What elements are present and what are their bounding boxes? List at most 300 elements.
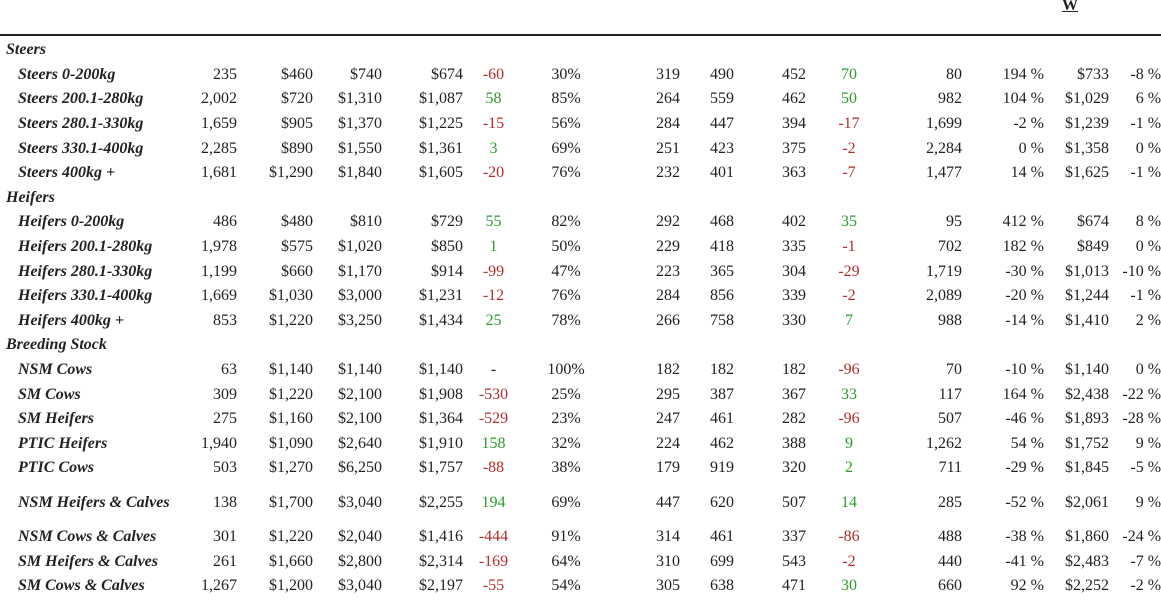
cents-min-cell: 229 <box>656 238 680 256</box>
prev-head-cell: 982 <box>938 90 962 108</box>
cents-change-cell: 2 <box>845 459 853 477</box>
row-label: Heifers 200.1-280kg <box>18 238 153 256</box>
cents-max-cell: 461 <box>710 410 734 428</box>
cents-min-cell: 295 <box>656 385 680 403</box>
percent-cell: 50% <box>551 238 581 256</box>
cents-change-cell: -29 <box>838 262 860 280</box>
row-label: Steers 280.1-330kg <box>18 115 144 133</box>
section-header-row <box>0 186 1161 211</box>
cents-min-cell: 310 <box>656 552 680 570</box>
avg-change-cell: -10 % <box>1122 262 1161 280</box>
price-change-cell: -60 <box>482 65 505 83</box>
percent-cell: 25% <box>551 385 581 403</box>
head-count-cell: 138 <box>213 493 237 511</box>
cents-max-cell: 418 <box>710 238 734 256</box>
cents-min-cell: 284 <box>656 287 680 305</box>
price-avg-cell: $1,908 <box>419 385 463 403</box>
price-min-cell: $1,270 <box>269 459 313 477</box>
cents-max-cell: 699 <box>710 552 734 570</box>
table-row <box>0 63 1161 88</box>
table-body <box>0 38 1161 598</box>
table-row <box>0 549 1161 574</box>
prev-avg-cell: $2,061 <box>1065 493 1109 511</box>
price-max-cell: $1,140 <box>338 361 382 379</box>
head-count-cell: 503 <box>213 459 237 477</box>
section-header-row <box>0 333 1161 358</box>
price-avg-cell: $850 <box>431 238 463 256</box>
price-min-cell: $1,220 <box>269 527 313 545</box>
prev-avg-cell: $1,752 <box>1065 434 1109 452</box>
head-change-cell: 104 % <box>1002 90 1044 108</box>
percent-cell: 64% <box>551 552 581 570</box>
avg-change-cell: 8 % <box>1135 213 1161 231</box>
price-avg-cell: $1,361 <box>419 139 463 157</box>
table-row <box>0 136 1161 161</box>
price-min-cell: $1,200 <box>269 577 313 595</box>
price-avg-cell: $1,225 <box>419 115 463 133</box>
price-min-cell: $1,220 <box>269 311 313 329</box>
prev-avg-cell: $1,845 <box>1065 459 1109 477</box>
price-max-cell: $1,550 <box>338 139 382 157</box>
price-min-cell: $575 <box>281 238 313 256</box>
price-avg-cell: $674 <box>431 65 463 83</box>
table-row <box>0 259 1161 284</box>
prev-head-cell: 95 <box>946 213 962 231</box>
prev-avg-cell: $1,029 <box>1065 90 1109 108</box>
cents-change-cell: -2 <box>842 287 856 305</box>
head-change-cell: 0 % <box>1018 139 1044 157</box>
cents-change-cell: 14 <box>841 493 857 511</box>
price-avg-cell: $1,910 <box>419 434 463 452</box>
cents-max-cell: 401 <box>710 164 734 182</box>
price-min-cell: $1,090 <box>269 434 313 452</box>
cents-min-cell: 314 <box>656 527 680 545</box>
prev-head-cell: 440 <box>938 552 962 570</box>
price-avg-cell: $1,087 <box>419 90 463 108</box>
cents-avg-cell: 507 <box>782 493 806 511</box>
percent-cell: 82% <box>551 213 581 231</box>
cents-avg-cell: 462 <box>782 90 806 108</box>
price-avg-cell: $1,416 <box>419 527 463 545</box>
price-avg-cell: $729 <box>431 213 463 231</box>
cents-max-cell: 423 <box>710 139 734 157</box>
percent-cell: 69% <box>551 493 581 511</box>
price-change-cell: -20 <box>482 164 505 182</box>
price-avg-cell: $1,434 <box>419 311 463 329</box>
avg-change-cell: -5 % <box>1130 459 1161 477</box>
percent-cell: 78% <box>551 311 581 329</box>
head-change-cell: -14 % <box>1005 311 1044 329</box>
table-row <box>0 161 1161 186</box>
cents-avg-cell: 543 <box>782 552 806 570</box>
price-min-cell: $905 <box>281 115 313 133</box>
cents-max-cell: 638 <box>710 577 734 595</box>
price-min-cell: $890 <box>281 139 313 157</box>
percent-cell: 56% <box>551 115 581 133</box>
prev-head-cell: 702 <box>938 238 962 256</box>
cents-min-cell: 284 <box>656 115 680 133</box>
cents-min-cell: 251 <box>656 139 680 157</box>
head-count-cell: 309 <box>213 385 237 403</box>
cents-max-cell: 490 <box>710 65 734 83</box>
prev-avg-cell: $2,483 <box>1065 552 1109 570</box>
head-count-cell: 63 <box>221 361 237 379</box>
cents-max-cell: 919 <box>710 459 734 477</box>
price-max-cell: $1,840 <box>338 164 382 182</box>
cents-avg-cell: 339 <box>782 287 806 305</box>
header-rule <box>0 34 1161 36</box>
cents-min-cell: 179 <box>656 459 680 477</box>
cents-change-cell: -2 <box>842 139 856 157</box>
cents-avg-cell: 337 <box>782 527 806 545</box>
head-change-cell: -38 % <box>1005 527 1044 545</box>
cents-change-cell: -96 <box>838 410 860 428</box>
cents-min-cell: 266 <box>656 311 680 329</box>
cents-change-cell: 9 <box>845 434 853 452</box>
price-min-cell: $660 <box>281 262 313 280</box>
price-min-cell: $1,220 <box>269 385 313 403</box>
cents-avg-cell: 367 <box>782 385 806 403</box>
cents-min-cell: 264 <box>656 90 680 108</box>
head-change-cell: -10 % <box>1005 361 1044 379</box>
price-max-cell: $1,310 <box>338 90 382 108</box>
prev-head-cell: 988 <box>938 311 962 329</box>
cents-avg-cell: 375 <box>782 139 806 157</box>
row-label: SM Heifers <box>18 410 94 428</box>
cents-change-cell: 50 <box>841 90 857 108</box>
cents-max-cell: 365 <box>710 262 734 280</box>
percent-cell: 32% <box>551 434 581 452</box>
cents-max-cell: 856 <box>710 287 734 305</box>
prev-head-cell: 660 <box>938 577 962 595</box>
prev-head-cell: 80 <box>946 65 962 83</box>
prev-avg-cell: $1,860 <box>1065 527 1109 545</box>
table-row <box>0 284 1161 309</box>
percent-cell: 23% <box>551 410 581 428</box>
head-count-cell: 301 <box>213 527 237 545</box>
row-label: PTIC Heifers <box>18 434 108 452</box>
cents-max-cell: 447 <box>710 115 734 133</box>
percent-cell: 38% <box>551 459 581 477</box>
prev-head-cell: 2,089 <box>926 287 962 305</box>
prev-avg-cell: $1,410 <box>1065 311 1109 329</box>
avg-change-cell: -7 % <box>1130 552 1161 570</box>
price-max-cell: $6,250 <box>338 459 382 477</box>
head-count-cell: 853 <box>213 311 237 329</box>
prev-head-cell: 1,699 <box>926 115 962 133</box>
cents-change-cell: 33 <box>841 385 857 403</box>
price-min-cell: $480 <box>281 213 313 231</box>
prev-avg-cell: $1,239 <box>1065 115 1109 133</box>
head-change-cell: 54 % <box>1010 434 1044 452</box>
price-change-cell: -99 <box>482 262 505 280</box>
avg-change-cell: 0 % <box>1135 361 1161 379</box>
prev-avg-cell: $2,252 <box>1065 577 1109 595</box>
cents-avg-cell: 335 <box>782 238 806 256</box>
price-avg-cell: $1,364 <box>419 410 463 428</box>
cents-change-cell: -96 <box>838 361 860 379</box>
prev-head-cell: 2,284 <box>926 139 962 157</box>
price-min-cell: $1,030 <box>269 287 313 305</box>
head-count-cell: 1,681 <box>201 164 237 182</box>
avg-change-cell: 6 % <box>1135 90 1161 108</box>
percent-cell: 100% <box>547 361 585 379</box>
head-change-cell: -29 % <box>1005 459 1044 477</box>
row-label: Steers 330.1-400kg <box>18 139 144 157</box>
head-count-cell: 1,669 <box>201 287 237 305</box>
price-max-cell: $810 <box>350 213 382 231</box>
percent-cell: 76% <box>551 287 581 305</box>
head-change-cell: 182 % <box>1002 238 1044 256</box>
avg-change-cell: -2 % <box>1130 577 1161 595</box>
cents-change-cell: -17 <box>838 115 860 133</box>
prev-avg-cell: $849 <box>1077 238 1109 256</box>
percent-cell: 91% <box>551 527 581 545</box>
cents-max-cell: 559 <box>710 90 734 108</box>
table-row <box>0 358 1161 383</box>
row-label: Heifers 400kg + <box>18 311 124 329</box>
row-label: Heifers 0-200kg <box>18 213 125 231</box>
price-max-cell: $2,800 <box>338 552 382 570</box>
prev-head-cell: 1,719 <box>926 262 962 280</box>
price-change-cell: 25 <box>485 311 502 329</box>
head-change-cell: 92 % <box>1010 577 1044 595</box>
price-max-cell: $2,640 <box>338 434 382 452</box>
avg-change-cell: -1 % <box>1130 115 1161 133</box>
head-count-cell: 261 <box>213 552 237 570</box>
row-label: NSM Cows & Calves <box>18 527 157 545</box>
table-row <box>0 87 1161 112</box>
cents-min-cell: 447 <box>656 493 680 511</box>
price-avg-cell: $914 <box>431 262 463 280</box>
percent-cell: 69% <box>551 139 581 157</box>
head-count-cell: 2,002 <box>201 90 237 108</box>
head-change-cell: -41 % <box>1005 552 1044 570</box>
avg-change-cell: 0 % <box>1135 139 1161 157</box>
percent-cell: 76% <box>551 164 581 182</box>
cents-min-cell: 305 <box>656 577 680 595</box>
price-change-cell: -444 <box>478 527 509 545</box>
head-count-cell: 1,267 <box>201 577 237 595</box>
price-change-cell: 194 <box>481 493 506 511</box>
head-count-cell: 486 <box>213 213 237 231</box>
cents-max-cell: 387 <box>710 385 734 403</box>
price-max-cell: $1,170 <box>338 262 382 280</box>
price-min-cell: $1,140 <box>269 361 313 379</box>
avg-change-cell: -28 % <box>1122 410 1161 428</box>
prev-avg-cell: $674 <box>1077 213 1109 231</box>
table-row <box>0 235 1161 260</box>
head-change-cell: 412 % <box>1002 213 1044 231</box>
cents-change-cell: -86 <box>838 527 860 545</box>
cents-change-cell: 70 <box>841 65 857 83</box>
row-label: Heifers 280.1-330kg <box>18 262 153 280</box>
cents-min-cell: 182 <box>656 361 680 379</box>
price-max-cell: $1,370 <box>338 115 382 133</box>
row-label: Steers 0-200kg <box>18 65 116 83</box>
avg-change-cell: 2 % <box>1135 311 1161 329</box>
table-row <box>0 112 1161 137</box>
table-row <box>0 210 1161 235</box>
row-label: SM Cows <box>18 385 81 403</box>
price-max-cell: $3,250 <box>338 311 382 329</box>
avg-change-cell: 9 % <box>1135 493 1161 511</box>
head-count-cell: 275 <box>213 410 237 428</box>
price-change-cell: -12 <box>482 287 505 305</box>
cents-change-cell: 7 <box>845 311 853 329</box>
head-change-cell: 194 % <box>1002 65 1044 83</box>
cents-change-cell: 35 <box>841 213 857 231</box>
percent-cell: 85% <box>551 90 581 108</box>
prev-head-cell: 285 <box>938 493 962 511</box>
section-title: Heifers <box>6 188 55 206</box>
price-change-cell: 158 <box>481 434 506 452</box>
cents-min-cell: 319 <box>656 65 680 83</box>
price-change-cell: - <box>490 361 497 379</box>
cents-min-cell: 223 <box>656 262 680 280</box>
prev-avg-cell: $1,893 <box>1065 410 1109 428</box>
price-min-cell: $720 <box>281 90 313 108</box>
cents-avg-cell: 394 <box>782 115 806 133</box>
head-count-cell: 1,659 <box>201 115 237 133</box>
cents-avg-cell: 402 <box>782 213 806 231</box>
head-count-cell: 1,978 <box>201 238 237 256</box>
price-max-cell: $1,020 <box>338 238 382 256</box>
prev-avg-cell: $1,358 <box>1065 139 1109 157</box>
row-label: Steers 400kg + <box>18 164 116 182</box>
prev-head-cell: 70 <box>946 361 962 379</box>
table-row <box>0 407 1161 432</box>
cents-avg-cell: 452 <box>782 65 806 83</box>
cents-max-cell: 758 <box>710 311 734 329</box>
price-change-cell: 55 <box>485 213 502 231</box>
prev-head-cell: 507 <box>938 410 962 428</box>
head-change-cell: -30 % <box>1005 262 1044 280</box>
cents-avg-cell: 471 <box>782 577 806 595</box>
price-change-cell: -15 <box>482 115 505 133</box>
row-label: PTIC Cows <box>18 459 95 477</box>
cents-change-cell: -1 <box>842 238 856 256</box>
table-row <box>0 525 1161 550</box>
price-max-cell: $2,040 <box>338 527 382 545</box>
head-count-cell: 1,940 <box>201 434 237 452</box>
percent-cell: 54% <box>551 577 581 595</box>
row-label: NSM Heifers & Calves <box>18 494 170 512</box>
prev-avg-cell: $1,013 <box>1065 262 1109 280</box>
cents-max-cell: 182 <box>710 361 734 379</box>
avg-change-cell: -22 % <box>1122 385 1161 403</box>
prev-head-cell: 1,262 <box>926 434 962 452</box>
table-row <box>0 382 1161 407</box>
section-header-row <box>0 38 1161 63</box>
row-label: Heifers 330.1-400kg <box>18 287 153 305</box>
header-top-note: W <box>1062 0 1078 14</box>
cents-max-cell: 462 <box>710 434 734 452</box>
price-avg-cell: $2,197 <box>419 577 463 595</box>
price-max-cell: $3,040 <box>338 577 382 595</box>
cents-avg-cell: 304 <box>782 262 806 280</box>
price-change-cell: 1 <box>489 238 498 256</box>
price-min-cell: $1,160 <box>269 410 313 428</box>
head-count-cell: 1,199 <box>201 262 237 280</box>
cents-avg-cell: 182 <box>782 361 806 379</box>
market-report-table <box>0 38 1161 598</box>
cents-avg-cell: 388 <box>782 434 806 452</box>
price-avg-cell: $1,757 <box>419 459 463 477</box>
prev-avg-cell: $2,438 <box>1065 385 1109 403</box>
price-max-cell: $2,100 <box>338 410 382 428</box>
prev-avg-cell: $1,140 <box>1065 361 1109 379</box>
prev-head-cell: 488 <box>938 527 962 545</box>
price-avg-cell: $2,255 <box>419 493 463 511</box>
prev-head-cell: 117 <box>938 385 962 403</box>
head-change-cell: 164 % <box>1002 385 1044 403</box>
prev-head-cell: 711 <box>938 459 962 477</box>
cents-min-cell: 232 <box>656 164 680 182</box>
row-label: NSM Cows <box>18 361 93 379</box>
section-title: Steers <box>6 41 46 59</box>
table-row <box>0 574 1161 599</box>
cents-change-cell: -7 <box>842 164 856 182</box>
table-row <box>0 481 1161 525</box>
price-change-cell: -530 <box>478 385 509 403</box>
price-change-cell: -55 <box>482 577 505 595</box>
percent-cell: 47% <box>551 262 581 280</box>
row-label: SM Heifers & Calves <box>18 552 158 570</box>
price-max-cell: $740 <box>350 65 382 83</box>
price-min-cell: $1,700 <box>269 493 313 511</box>
section-title: Breeding Stock <box>6 336 107 354</box>
avg-change-cell: 9 % <box>1135 434 1161 452</box>
cents-avg-cell: 363 <box>782 164 806 182</box>
avg-change-cell: -24 % <box>1122 527 1161 545</box>
price-max-cell: $2,100 <box>338 385 382 403</box>
row-label: Steers 200.1-280kg <box>18 90 144 108</box>
price-avg-cell: $1,231 <box>419 287 463 305</box>
cents-change-cell: 30 <box>841 577 857 595</box>
head-count-cell: 235 <box>213 65 237 83</box>
head-change-cell: -46 % <box>1005 410 1044 428</box>
prev-avg-cell: $1,625 <box>1065 164 1109 182</box>
price-change-cell: -88 <box>482 459 505 477</box>
price-change-cell: 3 <box>489 139 498 157</box>
price-avg-cell: $1,605 <box>419 164 463 182</box>
cents-avg-cell: 330 <box>782 311 806 329</box>
cents-avg-cell: 320 <box>782 459 806 477</box>
prev-avg-cell: $733 <box>1077 65 1109 83</box>
price-change-cell: -169 <box>478 552 509 570</box>
head-change-cell: -20 % <box>1005 287 1044 305</box>
percent-cell: 30% <box>551 65 581 83</box>
head-count-cell: 2,285 <box>201 139 237 157</box>
price-min-cell: $1,660 <box>269 552 313 570</box>
price-change-cell: 58 <box>485 90 502 108</box>
head-change-cell: 14 % <box>1010 164 1044 182</box>
table-row <box>0 309 1161 334</box>
price-min-cell: $460 <box>281 65 313 83</box>
avg-change-cell: 0 % <box>1135 238 1161 256</box>
avg-change-cell: -8 % <box>1130 65 1161 83</box>
head-change-cell: -52 % <box>1005 493 1044 511</box>
table-row <box>0 432 1161 457</box>
cents-change-cell: -2 <box>842 552 856 570</box>
prev-avg-cell: $1,244 <box>1065 287 1109 305</box>
price-change-cell: -529 <box>478 410 509 428</box>
cents-avg-cell: 282 <box>782 410 806 428</box>
head-change-cell: -2 % <box>1013 115 1044 133</box>
cents-min-cell: 292 <box>656 213 680 231</box>
cents-max-cell: 468 <box>710 213 734 231</box>
